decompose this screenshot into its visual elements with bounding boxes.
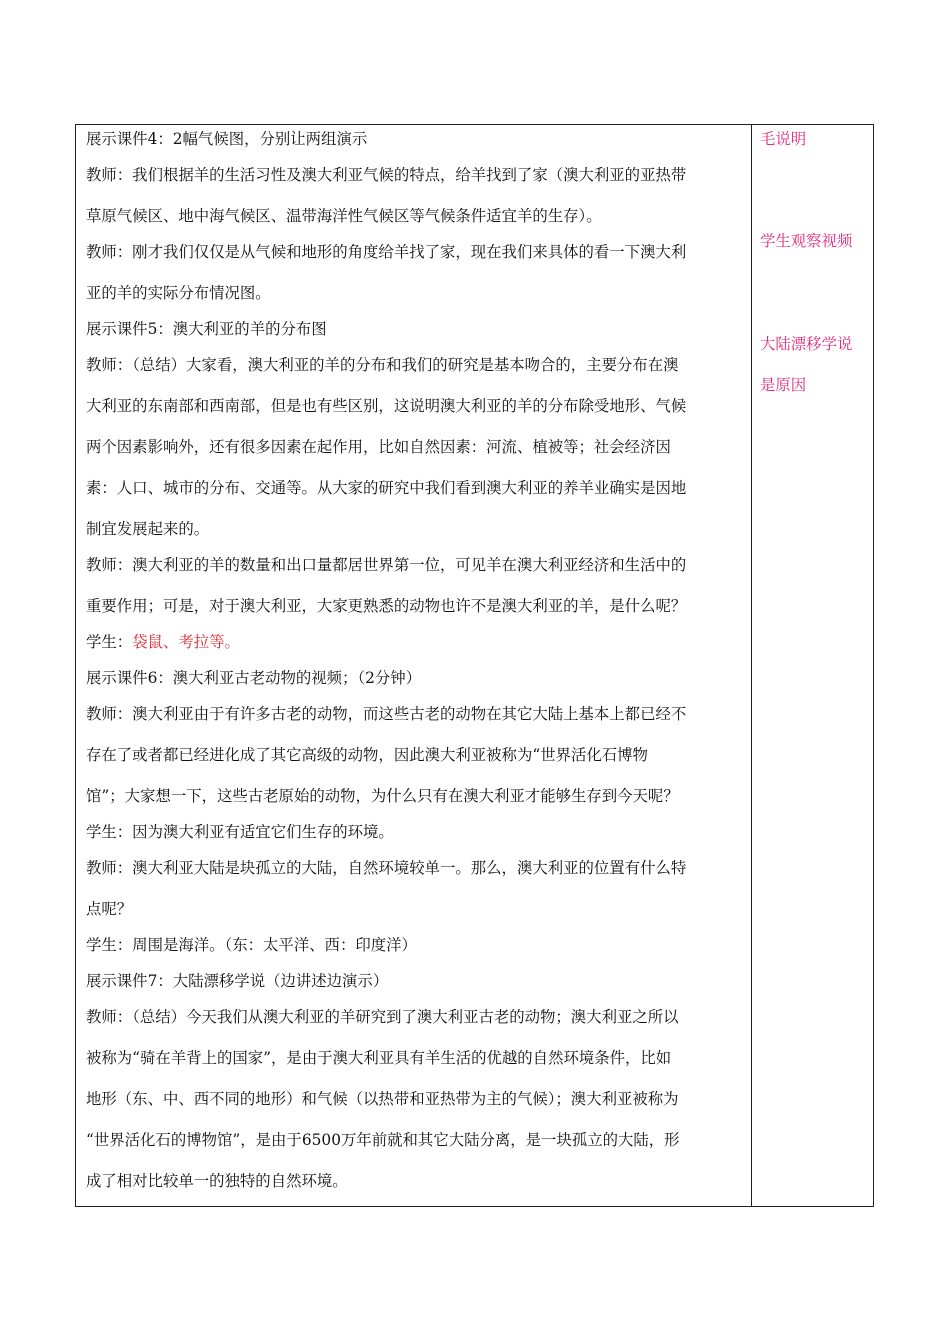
student-answer: 袋鼠、考拉等。 xyxy=(132,633,240,651)
text-line: 学生：周围是海洋。（东：太平洋、西：印度洋） xyxy=(86,936,417,954)
text-line: 教师：我们根据羊的生活习性及澳大利亚气候的特点，给羊找到了家（澳大利亚的亚热带 xyxy=(86,166,687,184)
text-line: 教师：（总结）大家看，澳大利亚的羊的分布和我们的研究是基本吻合的，主要分布在澳 xyxy=(86,356,679,374)
text-line: 展示课件5：澳大利亚的羊的分布图 xyxy=(86,320,327,338)
text-line: 学生：因为澳大利亚有适宜它们生存的环境。 xyxy=(86,823,394,841)
student-label: 学生： xyxy=(86,633,133,651)
text-line: 展示课件7：大陆漂移学说（边讲述边演示） xyxy=(86,972,389,990)
text-line: 亚的羊的实际分布情况图。 xyxy=(86,284,271,302)
text-line: 展示课件4：2幅气候图，分别让两组演示 xyxy=(86,130,368,148)
text-line: 展示课件6：澳大利亚古老动物的视频；（2分钟） xyxy=(86,669,422,687)
text-line: 被称为“骑在羊背上的国家”，是由于澳大利亚具有羊生活的优越的自然环境条件，比如 xyxy=(86,1049,672,1067)
side-note: 学生观察视频 xyxy=(760,232,853,250)
text-line: 馆”；大家想一下，这些古老原始的动物，为什么只有在澳大利亚才能够生存到今天呢？ xyxy=(86,787,679,805)
side-note: 是原因 xyxy=(760,376,807,394)
side-note: 大陆漂移学说 xyxy=(760,335,853,353)
text-line: 存在了或者都已经进化成了其它高级的动物，因此澳大利亚被称为“世界活化石博物 xyxy=(86,746,648,764)
text-line: 地形（东、中、西不同的地形）和气候（以热带和亚热带为主的气候）；澳大利亚被称为 xyxy=(86,1090,679,1108)
text-line: 成了相对比较单一的独特的自然环境。 xyxy=(86,1172,348,1190)
text-line: 教师：刚才我们仅仅是从气候和地形的角度给羊找了家，现在我们来具体的看一下澳大利 xyxy=(86,243,687,261)
text-line: 制宜发展起来的。 xyxy=(86,520,210,538)
column-divider xyxy=(751,125,752,1206)
side-note: 毛说明 xyxy=(760,130,807,148)
text-line: 素：人口、城市的分布、交通等。从大家的研究中我们看到澳大利亚的养羊业确实是因地 xyxy=(86,479,687,497)
text-line: 重要作用；可是，对于澳大利亚，大家更熟悉的动物也许不是澳大利亚的羊，是什么呢？ xyxy=(86,597,687,615)
text-line: 两个因素影响外，还有很多因素在起作用，比如自然因素：河流、植被等；社会经济因 xyxy=(86,438,671,456)
text-line: “世界活化石的博物馆”，是由于6500万年前就和其它大陆分离，是一块孤立的大陆，形 xyxy=(86,1131,680,1149)
student-line xyxy=(86,632,240,652)
text-line: 教师：澳大利亚的羊的数量和出口量都居世界第一位，可见羊在澳大利亚经济和生活中的 xyxy=(86,556,687,574)
text-line: 点呢？ xyxy=(86,900,133,918)
lesson-table xyxy=(75,124,874,1207)
text-line: 大利亚的东南部和西南部，但是也有些区别，这说明澳大利亚的羊的分布除受地形、气候 xyxy=(86,397,687,415)
text-line: 教师：（总结）今天我们从澳大利亚的羊研究到了澳大利亚古老的动物；澳大利亚之所以 xyxy=(86,1008,679,1026)
text-line: 教师：澳大利亚大陆是块孤立的大陆，自然环境较单一。那么，澳大利亚的位置有什么特 xyxy=(86,859,687,877)
text-line: 草原气候区、地中海气候区、温带海洋性气候区等气候条件适宜羊的生存）。 xyxy=(86,207,602,225)
text-line: 教师：澳大利亚由于有许多古老的动物，而这些古老的动物在其它大陆上基本上都已经不 xyxy=(86,705,687,723)
